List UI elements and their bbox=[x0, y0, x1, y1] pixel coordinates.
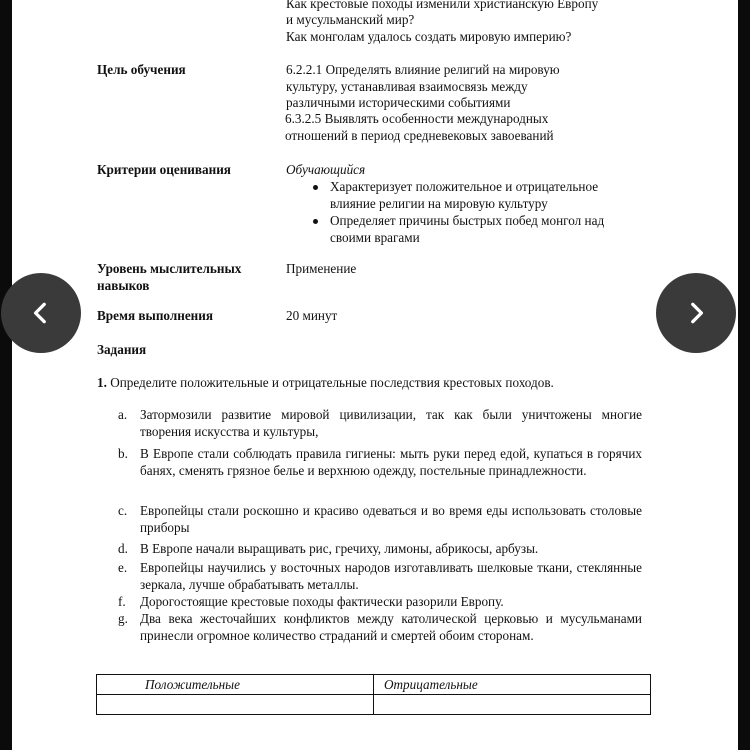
item-letter-b: b. bbox=[118, 446, 128, 461]
answer-cell-positive[interactable] bbox=[97, 695, 374, 715]
thinking-level-value: Применение bbox=[286, 261, 357, 276]
learning-goal-label: Цель обучения bbox=[97, 62, 186, 77]
answer-table-row bbox=[97, 695, 651, 715]
chevron-left-icon bbox=[28, 300, 54, 326]
item-text-f: Дорогостоящие крестовые походы фактически разорили Европу. bbox=[140, 594, 504, 609]
item-text-d: В Европе начали выращивать рис, гречиху, лимоны, абрикосы, арбузы. bbox=[140, 541, 539, 556]
bullet-dot bbox=[313, 185, 318, 190]
time-value: 20 минут bbox=[286, 308, 338, 323]
answer-table-header-negative: Отрицательные bbox=[374, 675, 651, 695]
learning-goal-line-2: культуру, устанавливая взаимосвязь между bbox=[286, 79, 528, 94]
item-letter-c: c. bbox=[118, 503, 128, 518]
criteria-bullet-2-line-1: Определяет причины быстрых побед монгол над bbox=[330, 213, 605, 228]
learning-goal-line-3: различными историческими событиями bbox=[286, 95, 511, 110]
criteria-bullet-2-line-2: своими врагами bbox=[330, 230, 420, 245]
item-letter-g: g. bbox=[118, 611, 128, 626]
item-text-b: В Европе стали соблюдать правила гигиены: мыть руки перед едой, купаться в горячих банях, сменять грязное белье и верхнюю одежду, постельные принадлежности. bbox=[140, 446, 642, 478]
answer-table bbox=[96, 674, 651, 715]
item-letter-d: d. bbox=[118, 541, 128, 556]
learning-goal-line-1: 6.2.2.1 Определять влияние религий на мировую bbox=[286, 62, 560, 77]
time-label: Время выполнения bbox=[97, 308, 214, 323]
thinking-level-label-line-2: навыков bbox=[97, 278, 150, 293]
answer-cell-negative[interactable] bbox=[374, 695, 651, 715]
item-text-c: Европейцы стали роскошно и красиво одеваться и во время еды использовать столовые приборы bbox=[140, 503, 642, 535]
criteria-label: Критерии оценивания bbox=[97, 162, 231, 177]
thinking-level-label-line-1: Уровень мыслительных bbox=[97, 261, 242, 276]
next-page-button[interactable] bbox=[656, 273, 736, 353]
document-page bbox=[12, 0, 738, 750]
criteria-bullet-1-line-1: Характеризует положительное и отрицательное bbox=[330, 179, 599, 194]
learning-goal-line-5: отношений в период средневековых завоеваний bbox=[285, 128, 554, 143]
bullet-dot bbox=[313, 219, 318, 224]
top-question-line-3: Как монголам удалось создать мировую империю? bbox=[286, 29, 572, 44]
top-question-line-1: Как крестовые походы изменили христианскую Европу bbox=[286, 0, 599, 11]
item-letter-e: e. bbox=[118, 560, 128, 575]
chevron-right-icon bbox=[683, 300, 709, 326]
tasks-heading: Задания bbox=[97, 342, 147, 357]
answer-table-header-row bbox=[97, 675, 651, 695]
prev-page-button[interactable] bbox=[1, 273, 81, 353]
item-letter-f: f. bbox=[118, 594, 126, 609]
task-1-number: 1. bbox=[97, 375, 107, 390]
item-letter-a: a. bbox=[118, 407, 128, 422]
task-1 bbox=[97, 374, 554, 391]
task-1-text: Определите положительные и отрицательные последствия крестовых походов. bbox=[110, 375, 554, 390]
item-text-g: Два века жесточайших конфликтов между католической церковью и мусульманами принесли огромное количество страданий и смертей обоим сторонам. bbox=[140, 611, 642, 643]
answer-table-header-positive: Положительные bbox=[97, 675, 374, 695]
learning-goal-line-4: 6.3.2.5 Выявлять особенности международных bbox=[285, 111, 549, 126]
item-text-a: Затормозили развитие мировой цивилизации, так как были уничтожены многие творения искусства и культуры, bbox=[140, 407, 642, 439]
criteria-bullet-1-line-2: влияние религии на мировую культуру bbox=[330, 196, 548, 211]
item-text-e: Европейцы научились у восточных народов изготавливать шелковые ткани, стеклянные зеркала, лучше обрабатывать металлы. bbox=[140, 560, 642, 592]
criteria-learner: Обучающийся bbox=[286, 162, 366, 177]
top-question-line-2: и мусульманский мир? bbox=[286, 12, 415, 27]
